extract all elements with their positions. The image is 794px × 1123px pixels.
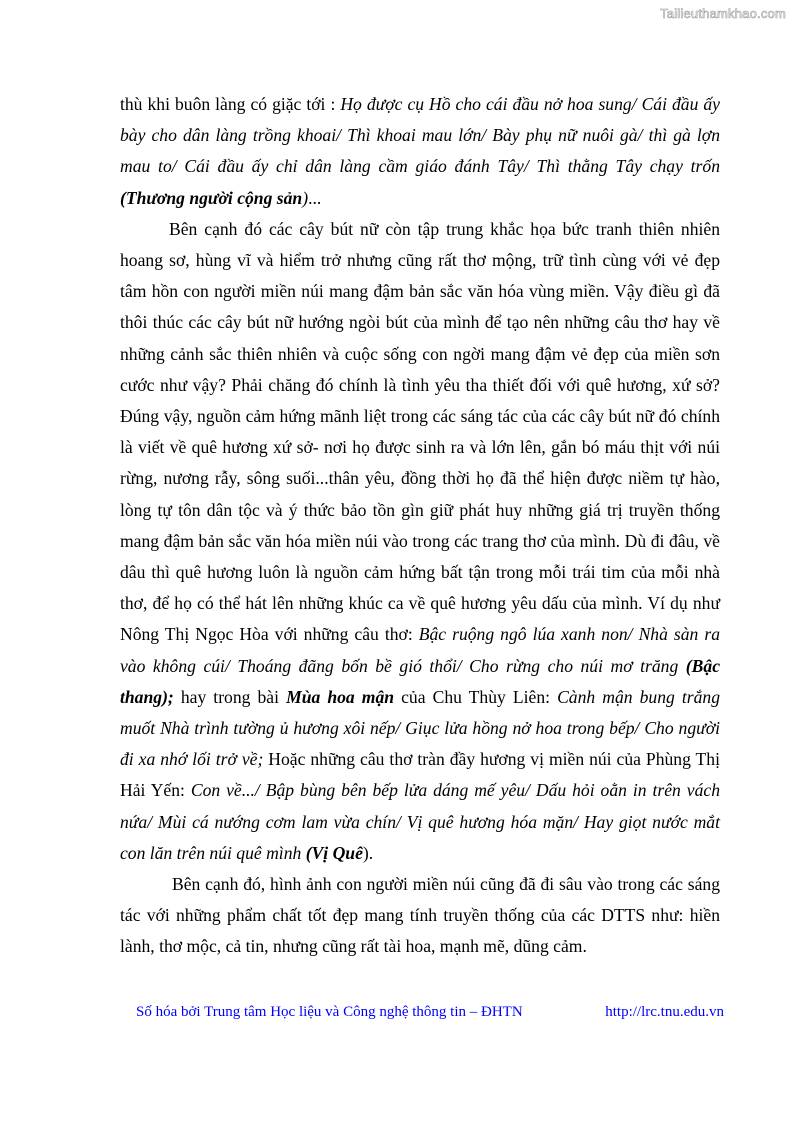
poem-quote: Bậc ruộng ngô lúa xanh non/ Nhà sàn ra vào không cúi/ Thoáng đãng bốn bề gió thổi/ Cho rừng cho núi mơ trăng [120, 624, 721, 676]
connector-text: Hoặc những câu thơ tràn đầy hương vị miền núi của Phùng Thị Hải Yến: [120, 749, 720, 801]
poem-quote: Con về.../ Bập bùng bên bếp lửa dáng mế yêu/ Dấu hỏi oằn in trên vách nứa/ Mùi cá nướng cơm lam vừa chín/ Vị quê hương hóa mặn/ Hay giọt nước mắt con lăn trên núi quê mình [120, 780, 720, 863]
source-close: ); [162, 686, 174, 707]
footer-url: http://lrc.tnu.edu.vn [605, 1004, 724, 1020]
paragraph-2-text: Bên cạnh đó các cây bút nữ còn tập trung khắc họa bức tranh thiên nhiên hoang sơ, hùng vĩ và hiểm trở nhưng cũng rất thơ mộng, trữ tình cùng với vẻ đẹp tâm hồn con người miền núi mang đậm bản sắc văn hóa vùng miền. Vậy điều gì đã thôi thúc các cây bút nữ hướng ngòi bút của mình để tạo nên những câu thơ hay về những cảnh sắc thiên nhiên và cuộc sống con ngời mang đậm vẻ đẹp của miền sơn cước như vậy? Phải chăng đó chính là tình yêu tha thiết đối với quê hương, xứ sở? Đúng vậy, nguồn cảm hứng mãnh liệt trong các sáng tác của các cây bút nữ đó chính là viết về quê hương xứ sở- nơi họ được sinh ra và lớn lên, gắn bó máu thịt với núi rừng, nương rẫy, sông suối...thân yêu, đồng thời họ đã thể hiện được niềm tự hào, lòng tự tôn dân tộc và ý thức bảo tồn gìn giữ phát huy những giá trị truyền thống mang đậm bản sắc văn hóa miền núi vào trong các trang thơ của mình. Dù đi đâu, về dâu thì quê hương luôn là nguồn cảm hứng bất tận trong mỗi trái tim của mỗi nhà thơ, để họ có thể hát lên những khúc ca về quê hương yêu dấu của mình. Ví dụ như Nông Thị Ngọc Hòa với những câu thơ: [120, 218, 720, 645]
footer-credit: Số hóa bởi Trung tâm Học liệu và Công nghệ thông tin – ĐHTN [136, 1004, 523, 1020]
paragraph-3-lead: Bên cạnh đó, hình ảnh con người miền núi cũng đã đi sâu vào trong các [172, 874, 683, 895]
connector-text: của Chu Thùy Liên: [394, 686, 558, 707]
paragraph-2 [120, 214, 720, 869]
poem-quote: Cành mận bung trắng muốt Nhà trình tường ủ hương xôi nếp/ Giục lửa hồng nở hoa trong bếp/ Cho người đi xa nhớ lối trở về; [120, 686, 720, 770]
ellipsis: ... [308, 187, 322, 208]
connector-text: hay trong bài [173, 686, 287, 707]
paragraph-1 [120, 89, 720, 214]
source-title: Thương người cộng sản [125, 187, 303, 208]
paragraph-3-rest: sáng tác với những phẩm chất tốt đẹp mang tính truyền thống của các DTTS như: hiền lành, thơ mộc, cả tin, nhưng cũng rất tài hoa, mạnh mẽ, dũng cảm. [120, 874, 720, 957]
source-close: ) [302, 187, 309, 208]
footer [136, 1004, 724, 1021]
paragraph-1-intro: thù khi buôn làng có giặc tới : [120, 94, 341, 114]
work-title: Mùa hoa mận [286, 686, 395, 707]
source-title: Vị Quê [311, 842, 363, 863]
source-open: ( [301, 842, 312, 863]
source-close: ). [362, 842, 374, 863]
poem-quote: Họ được cụ Hồ cho cái đầu nở hoa sung/ Cái đầu ấy bày cho dân làng trồng khoai/ Thì khoai mau lớn/ Bày phụ nữ nuôi gà/ thì gà lợn mau to/ Cái đầu ấy chỉ dân làng cầm giáo đánh Tây/ Thì thằng Tây chạy trốn [120, 94, 720, 177]
watermark: Tailieuthamkhao.com [660, 6, 786, 21]
paragraph-3 [120, 869, 720, 963]
page-body [120, 89, 720, 963]
source-open: ( [120, 187, 126, 208]
source-open: ( [678, 655, 692, 676]
source-title: Bậc thang [120, 655, 720, 707]
